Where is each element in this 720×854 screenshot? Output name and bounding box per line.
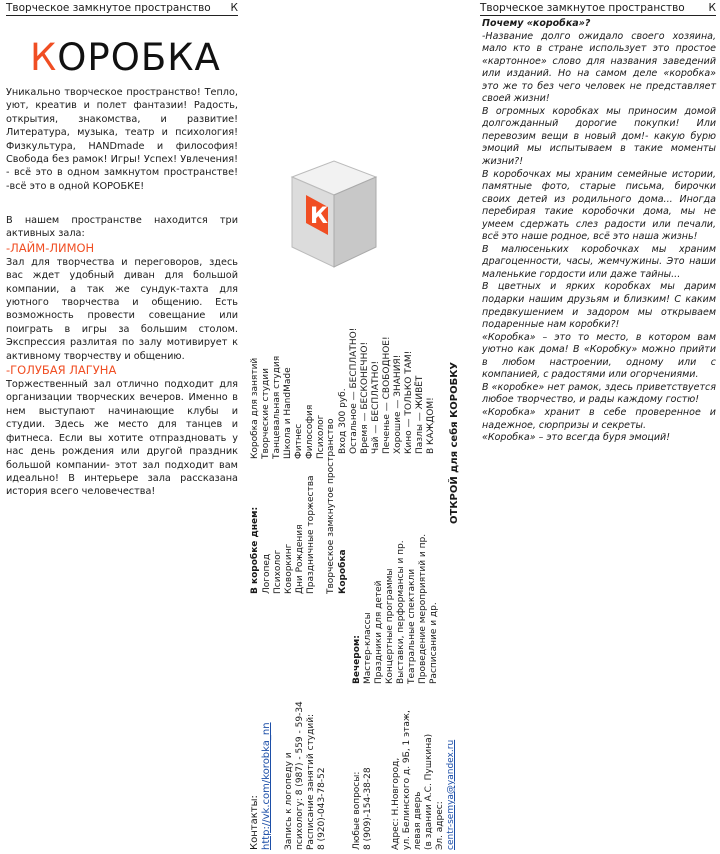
why-paragraph: В огромных коробках мы приносим домой долгожданный дорогие покупки! Или перевозим вещи в новый дом!- какую бурю эмоций мы испытываем в такие моменты жизни?!: [482, 105, 716, 168]
evening-item: Концертные программы: [385, 568, 395, 684]
schedule-text: Расписание занятий студий:: [306, 713, 316, 850]
cube-letter: К: [310, 204, 328, 229]
studio-item: Танцевальная студия: [272, 355, 282, 459]
price-item: Вход 300 руб.: [338, 388, 348, 454]
daytime-item: Праздничные торжества: [306, 475, 316, 594]
studio-item: Коробка для занятий: [250, 357, 260, 459]
price-item: Хорошие — ЗНАНИЯ!: [393, 354, 403, 454]
daytime-item: Дни Рождения: [295, 524, 305, 594]
price-item: Время — БЕСКОНЕЧНО!: [360, 341, 370, 454]
middle-column: [246, 0, 472, 850]
price-item: Пазлы — ЖИВЁТ: [415, 375, 425, 454]
left-column: [0, 0, 242, 540]
email-label: Эл. адрес:: [435, 801, 445, 850]
logo-first-letter: К: [30, 36, 58, 79]
questions-phone: 8 (909)-154-38-28: [363, 767, 373, 850]
evening-item: Выставки, перформансы и пр.: [396, 540, 406, 684]
evening-item: Праздники для детей: [374, 580, 384, 684]
daytime-title: В коробке днем:: [250, 506, 260, 594]
evening-item: Мастер-классы: [363, 612, 373, 684]
tvorcheskoe-label: Творческое замкнутое пространство: [326, 418, 336, 594]
address-line4: (в здании А.С. Пушкина): [424, 733, 434, 850]
price-item: Кино — ТОЛЬКО ТАМ!: [404, 350, 414, 454]
why-paragraph: «Коробка» хранит в себе проверенное и надежное, сюрпризы и секреты.: [482, 406, 716, 431]
zapis-phone: психологу: 8 (987) - 559 - 59-34: [295, 701, 305, 850]
price-item: Чай — БЕСПЛАТНО!: [371, 360, 381, 454]
left-header-letter: К: [230, 2, 238, 14]
address-line2: ул. Белинского д. 9Б, 1 этаж,: [402, 710, 412, 850]
schedule-phone: 8 (920)-043-78-52: [317, 767, 327, 850]
halls-intro: В нашем пространстве находится три активных зала:: [6, 215, 238, 240]
halls-section: [6, 214, 238, 499]
rotated-panel: [246, 314, 472, 854]
daytime-item: Психолог: [273, 549, 283, 594]
intro-text: [6, 86, 238, 193]
price-item: В КАЖДОМ!: [426, 397, 436, 454]
hall2-title: -ГОЛУБАЯ ЛАГУНА: [6, 363, 117, 378]
box-cube-icon: [272, 155, 380, 273]
right-column: [476, 0, 720, 540]
korobka-logo: [30, 36, 221, 79]
evening-item: Театральные спектакли: [407, 568, 417, 684]
why-box-question: Почему «коробка»?: [482, 18, 591, 29]
questions-label: Любые вопросы:: [352, 771, 362, 850]
why-paragraph: В «коробке» нет рамок, здесь приветствуется любое творчество, и рады каждому гостю!: [482, 381, 716, 406]
right-header-letter: К: [708, 2, 716, 14]
hall1-title: -ЛАЙМ-ЛИМОН: [6, 240, 95, 255]
evening-item: Проведение мероприятий и пр.: [418, 533, 428, 684]
open-slogan: ОТКРОЙ для себя КОРОБКУ: [449, 361, 460, 524]
why-paragraph: «Коробка» – это то место, в котором вам уютно как дома! В «Коробку» можно прийти в любом настроении, одному или с компанией, с радостями или огорчениями.: [482, 331, 716, 381]
left-header-title: Творческое замкнутое пространство: [6, 2, 211, 14]
studio-item: Школа и HandMade: [283, 367, 293, 459]
studio-item: Фитнес: [294, 423, 304, 459]
why-paragraph: В малюсеньких коробочках мы храним драгоценности, часы, жемчужины. Это наши маленькие гордости или даже тайны...: [482, 243, 716, 280]
studio-item: Психолог: [316, 414, 326, 459]
korobka-label: Коробка: [338, 549, 348, 594]
why-paragraph: В цветных и ярких коробках мы дарим подарки нашим друзьям и близким! С каким предвкушением и задором мы открываем подаренные нам коробки?!: [482, 281, 716, 331]
price-item: Печенье — СВОБОДНОЕ!: [382, 336, 392, 454]
hall1-text: Зал для творчества и переговоров, здесь вас ждет удобный диван для большой компании, а так же сундук-тахта для уютного творчества и общению. Есть возможность провести совещание или поиграть в игры за большим столом. Экспрессия разлитая по залу мотивирует к активному творчеству и общению.: [6, 256, 238, 362]
right-header-title: Творческое замкнутое пространство: [480, 2, 685, 14]
right-header: [480, 2, 716, 16]
left-header: [6, 2, 238, 16]
daytime-item: Логопед: [262, 553, 272, 594]
intro-paragraph: Уникально творческое пространство! Тепло, уют, креатив и полет фантазии! Радость, открытия, знакомства, и развитие! Литература, музыка, театр и психология! Физкультура, HANDmade и философия! Свобода без рамок! Игры! Успех! Увлечения! - всё это в одном замкнутом пространстве! -всё это в одной КОРОБКЕ!: [6, 87, 238, 192]
hall2-text: Торжественный зал отлично подходит для организации творческих вечеров. Именно в нем выступают начинающие клубы и студии. Здесь же место для танцев и фитнеса. Если вы хотите отпраздновать у нас день рождения или другой праздник большой компании- этот зал подходит вам идеально! В интерьере зала рассказана история всего человечества!: [6, 379, 238, 498]
logo-rest: ОРОБКА: [57, 36, 221, 79]
zapis-text: Запись к логопеду и: [284, 752, 294, 850]
studio-item: Творческие студии: [261, 368, 271, 459]
vk-link[interactable]: http://vk.com/korobka_nn: [261, 722, 272, 850]
evening-item: Расписание и др.: [429, 602, 439, 684]
email-link[interactable]: centr-semya@yandex.ru: [446, 739, 456, 850]
why-paragraph: В коробочках мы храним семейные истории, памятные фото, старые письма, бирочки своих детей из родильного дома... Иногда перебирая такие коробочки дома, мы не умеем сдержать слез радости или печали, всё это наше родное, всё это наша жизнь!: [482, 168, 716, 243]
why-paragraph: «Коробка» – это всегда буря эмоций!: [482, 432, 671, 444]
evening-title: Вечером:: [352, 635, 362, 684]
address-line3: левая дверь: [413, 791, 423, 850]
why-paragraph: -Название долго ожидало своего хозяина, мало кто в стране использует это простое «картонное» слово для названия заведений или изданий. Но на самом деле «коробка» это же то без чего человек не представляет своей жизни!: [482, 30, 716, 105]
why-box-text: [482, 18, 716, 445]
address-line1: Адрес: Н.Новгород,: [391, 757, 401, 850]
price-item: Остальное — БЕСПЛАТНО!: [349, 327, 359, 454]
daytime-item: Коворкинг: [284, 543, 294, 594]
contacts-label: Контакты:: [249, 795, 260, 850]
studio-item: Философия: [305, 404, 315, 459]
